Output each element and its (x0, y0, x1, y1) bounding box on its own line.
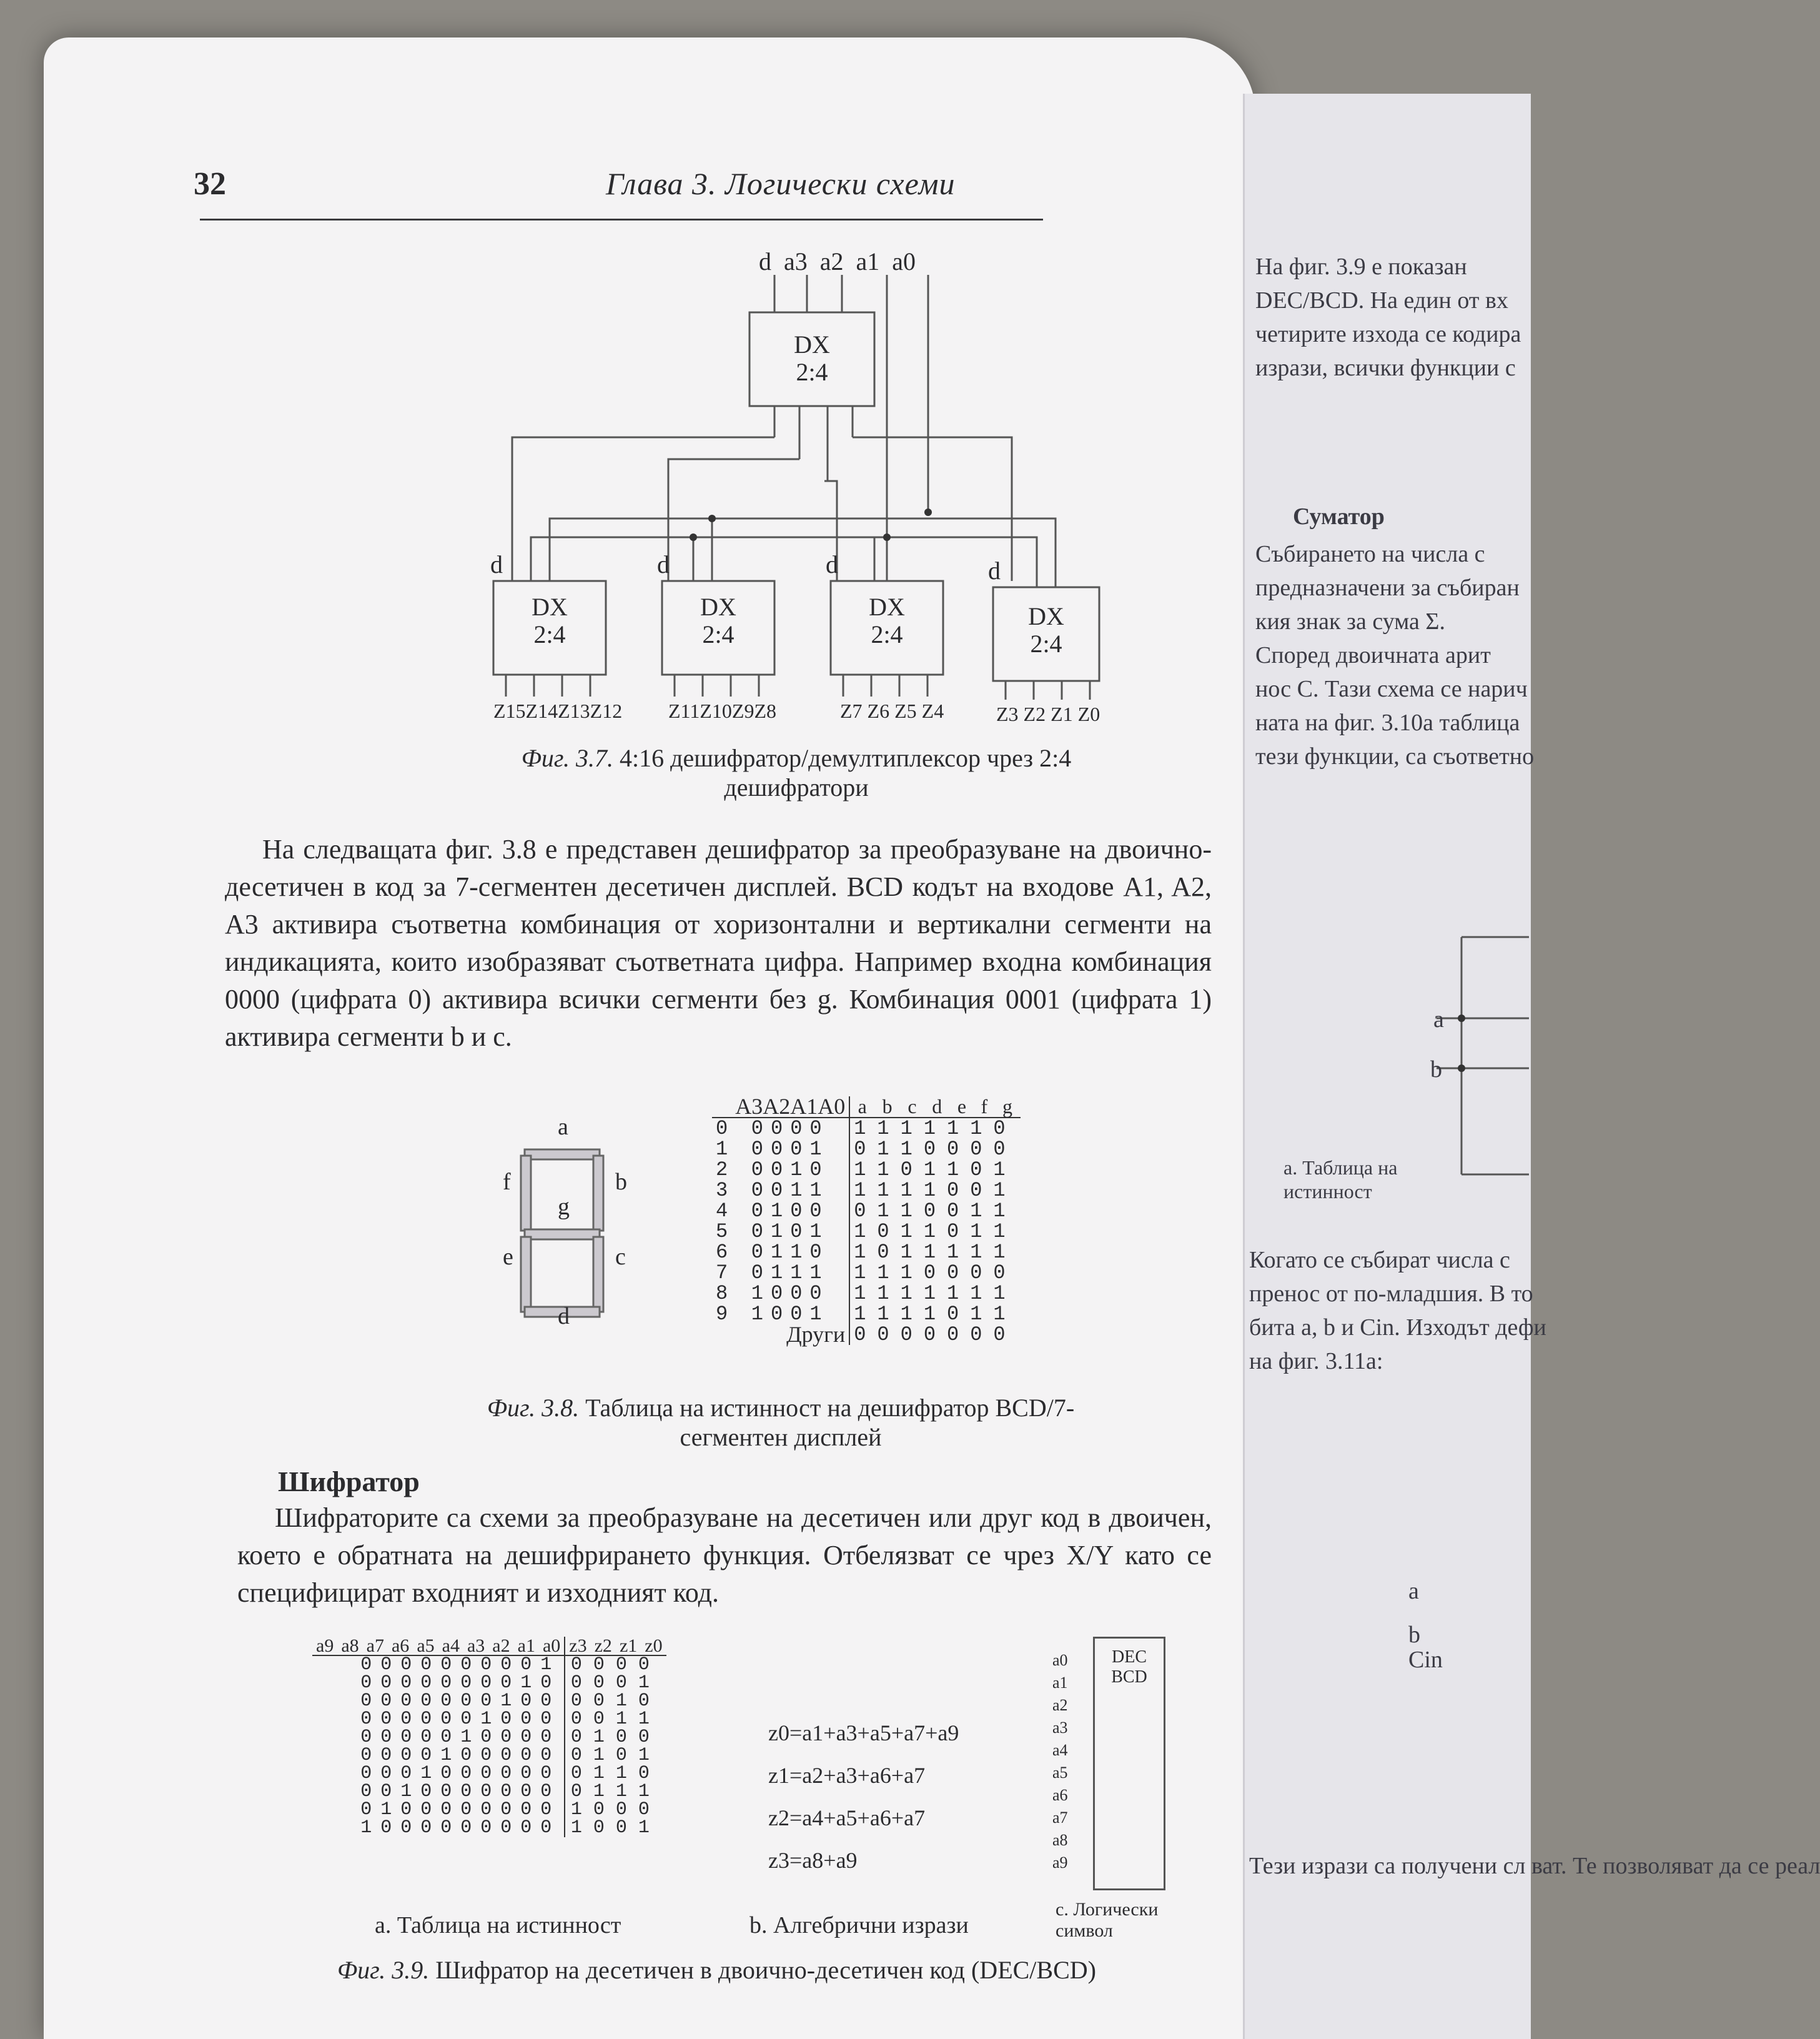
other-label: Други (786, 1322, 846, 1347)
in-header: a8 (337, 1637, 362, 1655)
symbol-input: a2 (1052, 1696, 1068, 1714)
text-line: кия знак за сума Σ. (1255, 608, 1445, 635)
dx-ratio: 2:4 (533, 620, 566, 648)
input-label: a2 (819, 247, 844, 275)
text-line: тези функции, са съответно (1255, 743, 1535, 770)
input-cell: 0000000001 (360, 1654, 561, 1675)
outputs-label: Z7 Z6 Z5 Z4 (840, 700, 944, 722)
digit-cell: 7 (716, 1261, 728, 1284)
out-f-header: f (974, 1096, 994, 1118)
table-row (312, 1783, 666, 1801)
input-label: d (759, 247, 771, 275)
subcaption-b: b. Алгебрични изрази (749, 1912, 969, 1938)
text-line: Когато се събират числа с (1249, 1247, 1510, 1273)
fig38-truth-table (712, 1096, 1021, 1345)
symbol-input: a7 (1052, 1808, 1068, 1827)
adder-label-a: a (1433, 1006, 1444, 1033)
table-row (312, 1692, 666, 1710)
right-page-top-text (1255, 250, 1524, 385)
dx-ratio: 2:4 (702, 620, 734, 648)
output-cell: 1111011 (849, 1304, 1020, 1324)
equation-z1: z1=a2+a3+a6+a7 (768, 1763, 926, 1788)
digit-cell: 9 (716, 1302, 728, 1326)
symbol-input: a5 (1052, 1764, 1068, 1782)
page-number: 32 (194, 166, 226, 202)
subcaption-a: a. Таблица на истинност (375, 1912, 621, 1938)
table-row (312, 1765, 666, 1783)
input-cell: 0001 (751, 1138, 829, 1161)
seg-label-d: d (558, 1303, 570, 1329)
figure-3-7-diagram (475, 244, 1112, 743)
input-cell: 0000 (751, 1117, 829, 1140)
table-row (712, 1201, 1021, 1221)
dx-label: DX (794, 330, 830, 359)
input-cell: 0000010000 (360, 1727, 561, 1748)
text-line: на фиг. 3.11а: (1249, 1348, 1383, 1374)
output-cell: 1011111 (849, 1242, 1020, 1263)
output-cell: 1101101 (849, 1159, 1020, 1180)
input-cell: 0000000010 (360, 1672, 561, 1694)
table-row (712, 1180, 1021, 1201)
figure-3-7-caption (475, 743, 1118, 802)
output-cell: 1111111 (849, 1283, 1020, 1304)
paragraph-encoder: Шифраторите са схеми за преобразуване на десетичен или друг код в двоичен, което е обратната на дешифрирането функция. Отбелязват се чрез X/Y като се специфицират входният и изходният код. (237, 1502, 1212, 1608)
enable-label: d (657, 550, 670, 578)
running-header (194, 166, 1037, 216)
input-cell: 0001000000 (360, 1763, 561, 1784)
equation-z3: z3=a8+a9 (768, 1848, 858, 1873)
out-e-header: e (950, 1096, 974, 1118)
out-header: z1 (616, 1637, 641, 1655)
half-adder-diagram (1437, 925, 1529, 1187)
enable-label: d (826, 550, 838, 578)
in-header: a9 (312, 1637, 337, 1655)
seg-label-e: e (503, 1244, 513, 1270)
symbol-top: DEC (1112, 1647, 1147, 1667)
out-header: z3 (565, 1637, 590, 1655)
table-row (312, 1801, 666, 1819)
dx-ratio: 2:4 (796, 358, 828, 386)
out-b-header: b (874, 1096, 900, 1118)
table-row (712, 1159, 1021, 1180)
output-cell: 0010 (565, 1692, 666, 1710)
outputs-label: Z15Z14Z13Z12 (493, 700, 623, 722)
dx-top-label (749, 331, 874, 386)
text-line: бита a, b и Cin. Изходът дефи (1249, 1314, 1546, 1341)
dx-4-label (993, 603, 1099, 658)
seg-label-f: f (503, 1169, 511, 1195)
dx-ratio: 2:4 (871, 620, 903, 648)
table-header-row (712, 1096, 1021, 1118)
input-cell: 0100000000 (360, 1799, 561, 1820)
output-cell: 1111001 (849, 1180, 1020, 1201)
digit-cell: 6 (716, 1241, 728, 1264)
input-cell: 0000000100 (360, 1690, 561, 1712)
fig39-equations (768, 1712, 959, 1882)
fig39-truth-table (312, 1637, 666, 1837)
output-cell: 1001 (565, 1819, 666, 1837)
input-cell: 1000 (751, 1282, 829, 1305)
input-cell: 0000001000 (360, 1709, 561, 1730)
output-cell: 1110000 (849, 1263, 1020, 1283)
out-d-header: d (924, 1096, 950, 1118)
symbol-input: a6 (1052, 1786, 1068, 1804)
table-row (312, 1729, 666, 1747)
text-line: изрази, всички функции с (1255, 355, 1516, 381)
fig37-inputs (759, 247, 916, 276)
symbol-input: a1 (1052, 1674, 1068, 1692)
segment-a (525, 1149, 600, 1159)
table-row (312, 1710, 666, 1729)
adder-label-a2: a (1408, 1578, 1419, 1604)
output-cell: 0110011 (849, 1201, 1020, 1221)
table-row (712, 1242, 1021, 1263)
text-line: Според двоичната арит (1255, 642, 1491, 668)
section-heading: Шифратор (278, 1466, 420, 1497)
outputs-label: Z11Z10Z9Z8 (668, 700, 776, 722)
output-cell: 0100 (565, 1729, 666, 1747)
out-c-header: c (900, 1096, 924, 1118)
text-line: Събирането на числа с (1255, 541, 1485, 567)
table-row (712, 1304, 1021, 1324)
dx-label: DX (532, 593, 568, 621)
out-g-header: g (994, 1096, 1020, 1118)
table-row (712, 1283, 1021, 1304)
in-header: a4 (438, 1637, 463, 1655)
caption-text: 4:16 дешифратор/демултиплексор чрез 2:4 дешифратори (620, 744, 1072, 801)
output-cell: 0000 (565, 1655, 666, 1674)
output-cell: 0110 (565, 1765, 666, 1783)
input-label: a0 (892, 247, 916, 275)
segment-g (525, 1229, 600, 1239)
input-cell: 0100 (751, 1199, 829, 1223)
in-header: a2 (488, 1637, 513, 1655)
digit-cell: 1 (716, 1138, 728, 1161)
symbol-inputs (1052, 1649, 1068, 1874)
segment-f (521, 1156, 531, 1231)
caption-prefix: Фиг. 3.8. (487, 1394, 580, 1422)
digit-cell: 3 (716, 1179, 728, 1202)
symbol-input: a9 (1052, 1853, 1068, 1872)
seg-label-g: g (558, 1194, 570, 1220)
table-row (312, 1655, 666, 1674)
header-rule (200, 219, 1043, 221)
output-cell: 0000000 (849, 1324, 1020, 1345)
text-line: DEC/BCD. На един от вх (1255, 287, 1508, 314)
input-label: a1 (856, 247, 880, 275)
dec-bcd-symbol (1093, 1637, 1165, 1890)
right-page-heading: Суматор (1293, 504, 1385, 530)
outputs-label: Z3 Z2 Z1 Z0 (996, 703, 1100, 725)
table-row (712, 1118, 1021, 1139)
output-cell: 1011011 (849, 1221, 1020, 1242)
symbol-input: a4 (1052, 1741, 1068, 1759)
symbol-input: a0 (1052, 1651, 1068, 1669)
equation-z0: z0=a1+a3+a5+a7+a9 (768, 1720, 959, 1745)
table-row (712, 1263, 1021, 1283)
output-cell: 0111 (565, 1783, 666, 1801)
subcaption-c: c. Логически символ (1056, 1899, 1159, 1941)
table-header-row (312, 1637, 666, 1655)
enable-label: d (490, 550, 503, 578)
input-cell: 0110 (751, 1241, 829, 1264)
dx-3-label (831, 593, 943, 648)
seg-label-a: a (558, 1114, 568, 1140)
caption-text: Шифратор на десетичен в двоично-десетичен код (DEC/BCD) (435, 1956, 1096, 1984)
seg-label-c: c (615, 1244, 626, 1270)
adder-label-b: b (1430, 1056, 1442, 1083)
in-header: a5 (413, 1637, 438, 1655)
table-row (312, 1747, 666, 1765)
equation-z2: z2=a4+a5+a6+a7 (768, 1805, 926, 1830)
dx-2-label (662, 593, 774, 648)
digit-header (712, 1096, 731, 1118)
input-cell: 0010 (751, 1158, 829, 1181)
in-header: a7 (363, 1637, 388, 1655)
text-line: На фиг. 3.9 е показан (1255, 254, 1467, 280)
in-header: a1 (514, 1637, 539, 1655)
digit-cell: 5 (716, 1220, 728, 1243)
in-header: a3 (463, 1637, 488, 1655)
enable-label: d (988, 557, 1001, 585)
segment-b (593, 1156, 603, 1231)
output-cell: 1111110 (849, 1118, 1020, 1139)
output-cell: 0110000 (849, 1139, 1020, 1159)
input-cell: 0010000000 (360, 1781, 561, 1802)
text-line: четирите изхода се кодира (1255, 321, 1521, 347)
input-label: a3 (784, 247, 808, 275)
right-page-mid-text (1255, 537, 1535, 773)
caption-text: Таблица на истинност на дешифратор BCD/7-сегментен дисплей (585, 1394, 1075, 1451)
text-line: предназначени за събиран (1255, 575, 1520, 601)
input-cell: 0000100000 (360, 1745, 561, 1766)
table-row-other (712, 1324, 1021, 1345)
figure-3-9-caption (337, 1955, 1212, 1985)
dx-ratio: 2:4 (1030, 630, 1062, 658)
seg-label-b: b (615, 1169, 627, 1195)
output-cell: 0001 (565, 1674, 666, 1692)
input-cell: 1001 (751, 1302, 829, 1326)
adder-label-b2: b (1408, 1622, 1420, 1648)
out-header: z2 (591, 1637, 616, 1655)
table-row (312, 1819, 666, 1837)
dx-label: DX (1028, 602, 1064, 630)
out-a-header: a (849, 1096, 874, 1118)
symbol-input: a8 (1052, 1831, 1068, 1849)
digit-cell: 0 (716, 1117, 728, 1140)
seven-segment-display (500, 1112, 625, 1331)
adder-label-cin: Cin (1408, 1647, 1443, 1673)
table-row (712, 1221, 1021, 1242)
out-header: z0 (641, 1637, 666, 1655)
segment-e (521, 1237, 531, 1312)
symbol-bottom: BCD (1111, 1667, 1147, 1687)
input-cell: 0101 (751, 1220, 829, 1243)
text-line: ната на фиг. 3.10а таблица (1255, 710, 1520, 736)
symbol-input: a3 (1052, 1719, 1068, 1737)
dx-1-label (493, 593, 606, 648)
inputs-header: A3A2A1A0 (731, 1096, 849, 1118)
right-page-low-text (1249, 1243, 1546, 1378)
digit-cell: 8 (716, 1282, 728, 1305)
chapter-title: Глава 3. Логически схеми (606, 166, 956, 201)
table-row (712, 1139, 1021, 1159)
output-cell: 1000 (565, 1801, 666, 1819)
in-header: a0 (539, 1637, 565, 1655)
paragraph-intro-fig38: На следващата фиг. 3.8 е представен дешифратор за преобразуване на двоично-десетичен в код за 7-сегментен десетичен дисплей. BCD кодът на входове A1, A2, A3 активира съответна комбинация от хоризонтални и вертикални сегменти на индикацията, които изобразяват съответната цифра. Например входна комбинация 0000 (цифрата 0) активира всички сегменти без g. Комбинация 0001 (цифрата 1) активира сегменти b и c. (225, 834, 1212, 1052)
digit-cell: 4 (716, 1199, 728, 1223)
input-cell: 0111 (751, 1261, 829, 1284)
input-cell: 1000000000 (360, 1817, 561, 1838)
output-cell: 0011 (565, 1710, 666, 1729)
text-line: нос С. Тази схема се нарич (1255, 676, 1528, 702)
dx-label: DX (869, 593, 905, 621)
dx-label: DX (700, 593, 736, 621)
caption-prefix: Фиг. 3.9. (337, 1956, 430, 1984)
caption-prefix: Фиг. 3.7. (521, 744, 613, 772)
text-line: пренос от по-младшия. В то (1249, 1281, 1533, 1307)
digit-cell: 2 (716, 1158, 728, 1181)
segment-c (593, 1237, 603, 1312)
table-row (312, 1674, 666, 1692)
input-cell: 0011 (751, 1179, 829, 1202)
right-page-bottom-text: Тези изрази са получени сл ват. Те позволяват да се реал (1249, 1853, 1820, 1879)
in-header: a6 (388, 1637, 413, 1655)
figure-3-8-caption (475, 1393, 1087, 1452)
table-caption: a. Таблица на истинност (1283, 1156, 1398, 1203)
output-cell: 0101 (565, 1747, 666, 1765)
